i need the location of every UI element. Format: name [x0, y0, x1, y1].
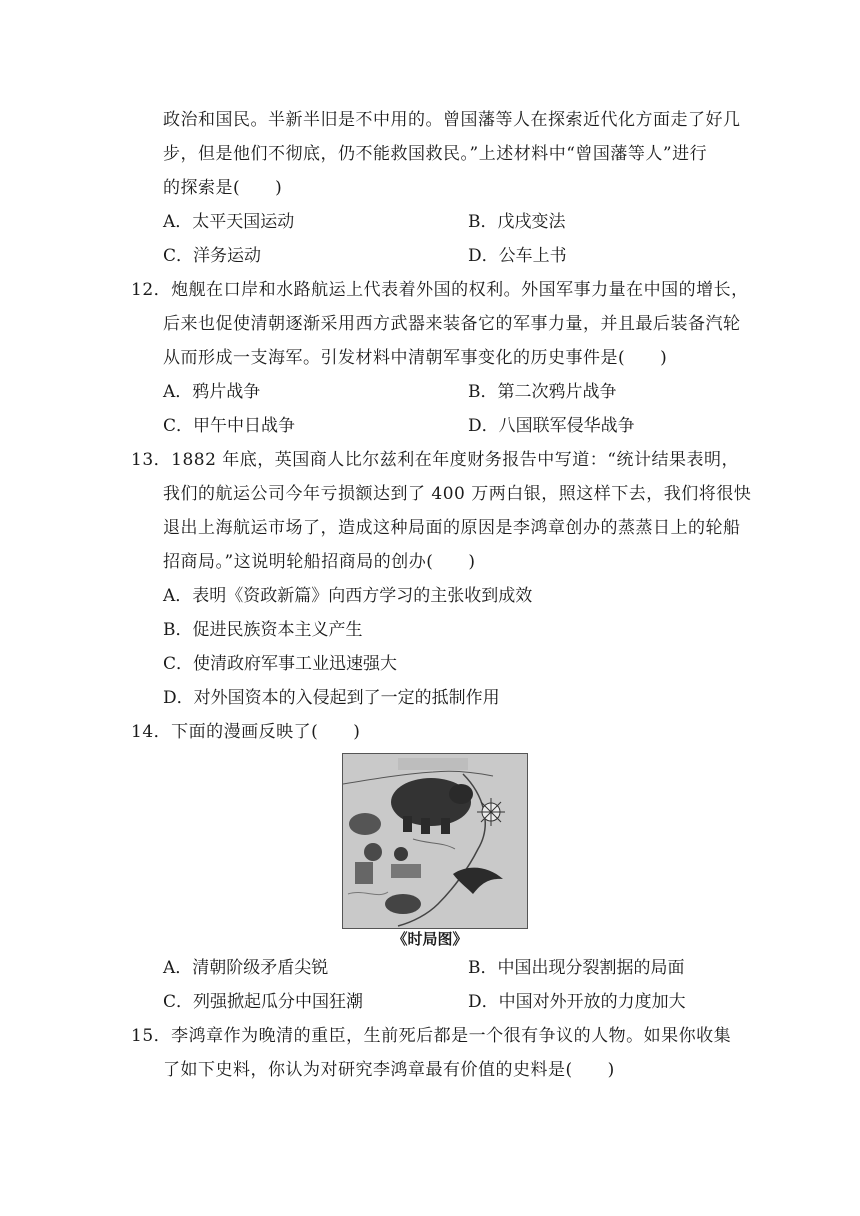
q13-option-a: A．表明《资政新篇》向西方学习的主张收到成效: [163, 586, 533, 606]
q13-line-1: 13．1882 年底，英国商人比尔兹利在年度财务报告中写道：“统计结果表明，: [131, 450, 739, 470]
q14-option-d: D．中国对外开放的力度加大: [468, 992, 686, 1012]
q13-line-4: 招商局。”这说明轮船招商局的创办( ): [163, 552, 476, 572]
q11-option-c: C．洋务运动: [163, 246, 262, 266]
q15-line-1: 15．李鸿章作为晚清的重臣，生前死后都是一个很有争议的人物。如果你收集: [131, 1026, 732, 1046]
cartoon-illustration: [343, 754, 527, 928]
q12-option-c: C．甲午中日战争: [163, 416, 296, 436]
q11-line-2: 步，但是他们不彻底，仍不能救国救民。”上述材料中“曾国藩等人”进行: [163, 144, 708, 164]
q11-option-b: B．戊戌变法: [468, 212, 566, 232]
q14-option-a: A．清朝阶级矛盾尖锐: [163, 958, 329, 978]
q11-line-3: 的探索是( ): [163, 178, 283, 198]
q11-option-a: A．太平天国运动: [163, 212, 295, 232]
q12-line-3: 从而形成一支海军。引发材料中清朝军事变化的历史事件是( ): [163, 348, 668, 368]
q13-option-c: C．使清政府军事工业迅速强大: [163, 654, 398, 674]
q13-line-3: 退出上海航运市场了，造成这种局面的原因是李鸿章创办的蒸蒸日上的轮船: [163, 518, 741, 538]
figure-caption: 《时局图》: [392, 930, 468, 948]
q15-line-2: 了如下史料，你认为对研究李鸿章最有价值的史料是( ): [163, 1060, 615, 1080]
q14-option-b: B．中国出现分裂割据的局面: [468, 958, 685, 978]
q14-option-c: C．列强掀起瓜分中国狂潮: [163, 992, 364, 1012]
q12-line-2: 后来也促使清朝逐渐采用西方武器来装备它的军事力量，并且最后装备汽轮: [163, 314, 741, 334]
q11-option-d: D．公车上书: [468, 246, 567, 266]
q12-line-1: 12．炮舰在口岸和水路航运上代表着外国的权利。外国军事力量在中国的增长，: [131, 280, 749, 300]
q13-option-d: D．对外国资本的入侵起到了一定的抵制作用: [163, 688, 500, 708]
cartoon-figure: [342, 753, 528, 929]
q14-stem: 14．下面的漫画反映了( ): [131, 722, 361, 742]
q12-option-a: A．鸦片战争: [163, 382, 261, 402]
q13-option-b: B．促进民族资本主义产生: [163, 620, 363, 640]
q12-option-b: B．第二次鸦片战争: [468, 382, 617, 402]
q11-line-1: 政治和国民。半新半旧是不中用的。曾国藩等人在探索近代化方面走了好几: [163, 110, 741, 130]
q13-line-2: 我们的航运公司今年亏损额达到了 400 万两白银，照这样下去，我们将很快: [163, 484, 752, 504]
q12-option-d: D．八国联军侵华战争: [468, 416, 635, 436]
